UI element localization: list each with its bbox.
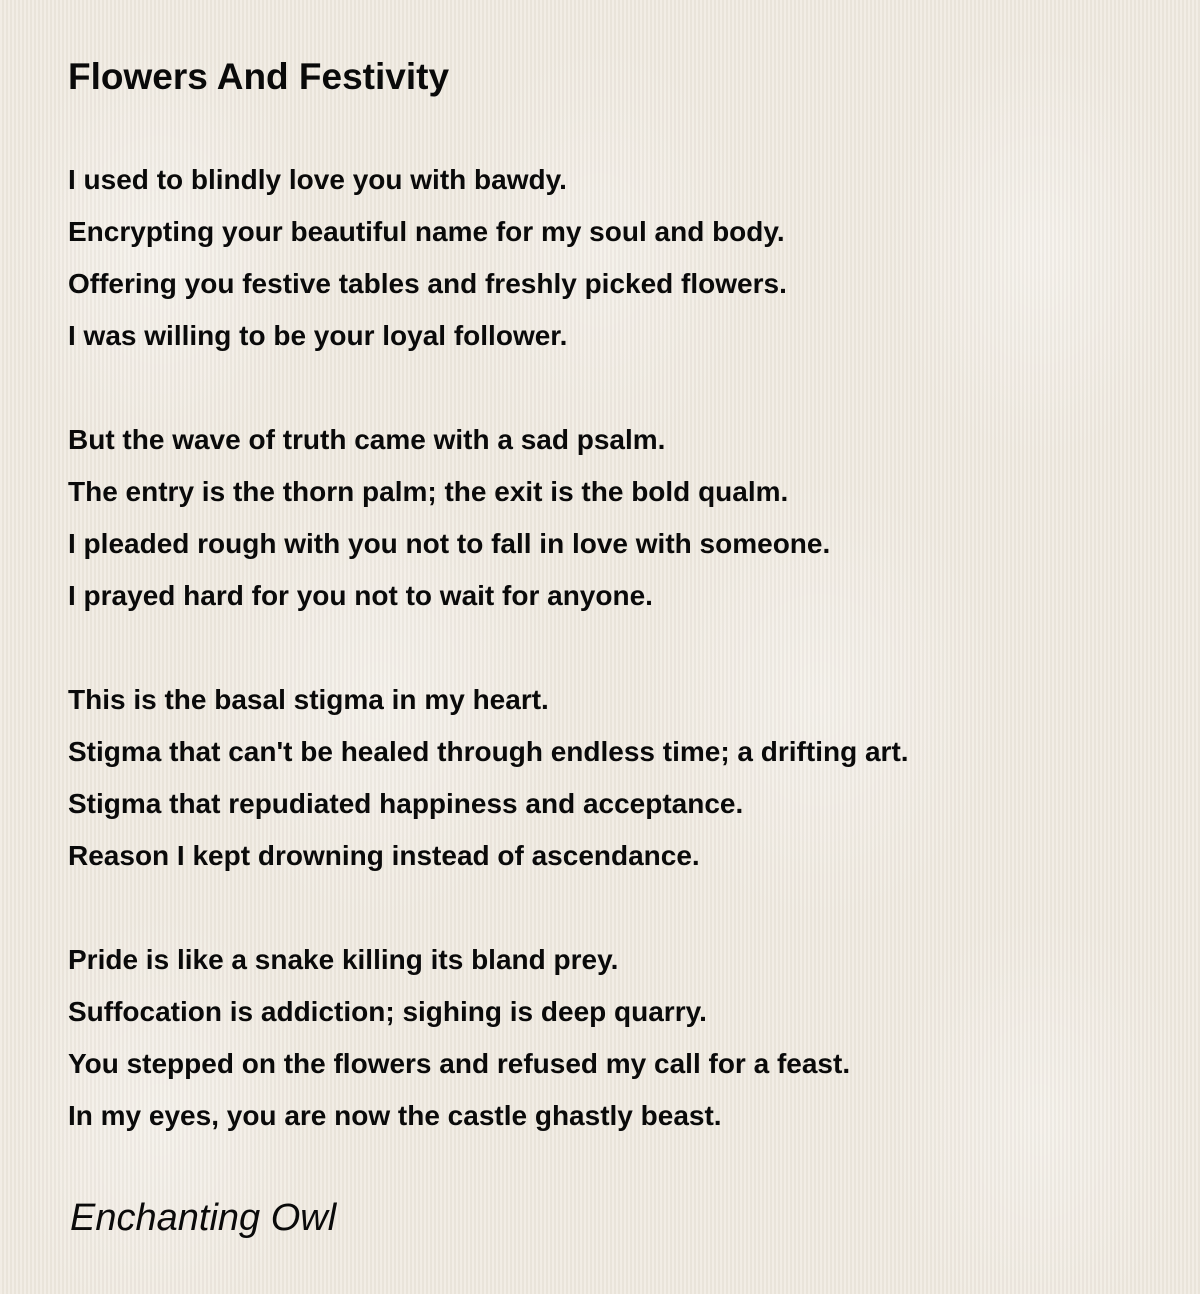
poem-line: The entry is the thorn palm; the exit is the bold qualm.: [68, 476, 789, 507]
stanza-3: [68, 674, 1168, 882]
poem-line: You stepped on the flowers and refused my call for a feast.: [68, 1048, 851, 1079]
poem-title: Flowers And Festivity: [68, 56, 450, 97]
poem-line: I used to blindly love you with bawdy.: [68, 164, 567, 195]
poem-line: In my eyes, you are now the castle ghastly beast.: [68, 1100, 722, 1131]
poem-line: I was willing to be your loyal follower.: [68, 320, 568, 351]
poem-line: Pride is like a snake killing its bland prey.: [68, 944, 619, 975]
stanza-1: [68, 154, 1168, 362]
poem-line: Stigma that repudiated happiness and acceptance.: [68, 788, 744, 819]
poem-line: I prayed hard for you not to wait for anyone.: [68, 580, 653, 611]
poem-line: But the wave of truth came with a sad psalm.: [68, 424, 666, 455]
poem-author: Enchanting Owl: [70, 1197, 337, 1239]
poem-body: [68, 154, 1168, 1194]
poem-line: Reason I kept drowning instead of ascendance.: [68, 840, 700, 871]
poem-line: This is the basal stigma in my heart.: [68, 684, 549, 715]
stanza-2: [68, 414, 1168, 622]
poem-line: Stigma that can't be healed through endless time; a drifting art.: [68, 736, 909, 767]
poem-line: Encrypting your beautiful name for my soul and body.: [68, 216, 785, 247]
poem-line: I pleaded rough with you not to fall in love with someone.: [68, 528, 831, 559]
poem-line: Suffocation is addiction; sighing is deep quarry.: [68, 996, 707, 1027]
poem-line: Offering you festive tables and freshly picked flowers.: [68, 268, 787, 299]
stanza-4: [68, 934, 1168, 1142]
